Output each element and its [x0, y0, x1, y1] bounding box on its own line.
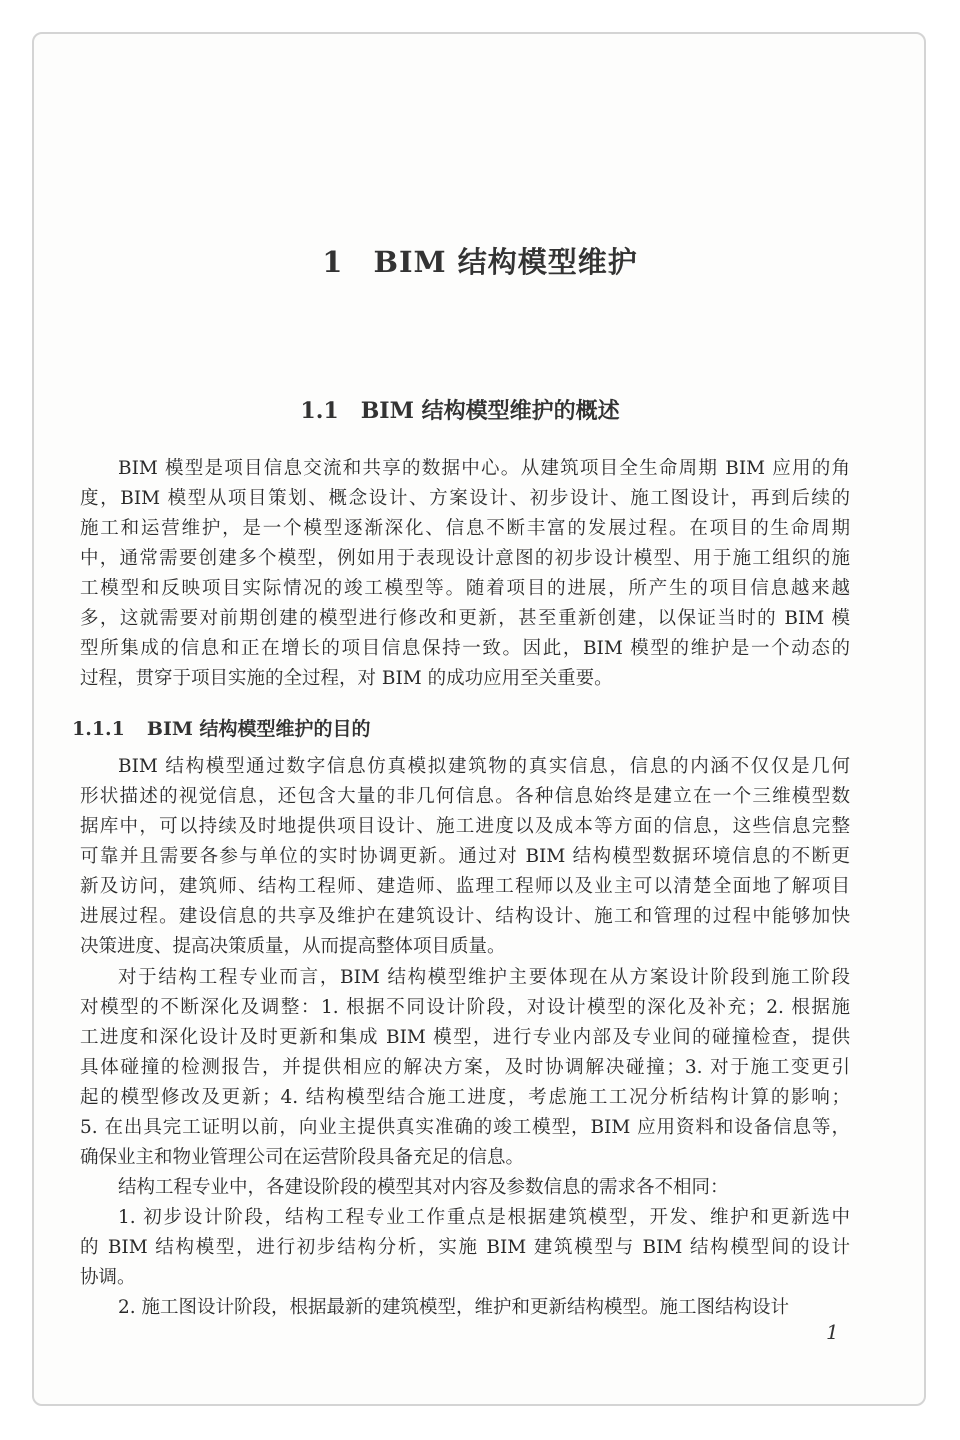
section-number: 1.1	[300, 398, 339, 424]
subsection-number: 1.1.1	[72, 718, 125, 740]
text-line: 结构工程专业中，各建设阶段的模型其对内容及参数信息的需求各不相同：	[118, 1177, 729, 1198]
text-line: 协调。	[80, 1267, 136, 1288]
text-line: 决策进度、提高决策质量，从而提高整体项目质量。	[80, 936, 506, 957]
paragraph-stage-2	[80, 1293, 850, 1323]
text-line: 据库中，可以持续及时地提供项目设计、施工进度以及成本等方面的信息，这些信息完整	[80, 816, 850, 837]
text-line: 对于结构工程专业而言，BIM 结构模型维护主要体现在从方案设计阶段到施工阶段	[118, 967, 850, 988]
chapter-number: 1	[322, 245, 344, 279]
paragraph-stage-1	[80, 1203, 850, 1293]
text-line: 中，通常需要创建多个模型，例如用于表现设计意图的初步设计模型、用于施工组织的施	[80, 548, 850, 569]
text-line: 起的模型修改及更新；4. 结构模型结合施工进度，考虑施工工况分析结构计算的影响；	[80, 1087, 850, 1108]
paragraph-overview	[80, 454, 850, 694]
text-line: 对模型的不断深化及调整：1. 根据不同设计阶段，对设计模型的深化及补充；2. 根据施	[80, 997, 850, 1018]
text-line: 的 BIM 结构模型，进行初步结构分析，实施 BIM 建筑模型与 BIM 结构模型间的设计	[80, 1237, 850, 1258]
text-line: 工模型和反映项目实际情况的竣工模型等。随着项目的进展，所产生的项目信息越来越	[80, 578, 850, 599]
page-number: 1	[826, 1320, 839, 1344]
text-line: 可靠并且需要各参与单位的实时协调更新。通过对 BIM 结构模型数据环境信息的不断更	[80, 846, 850, 867]
text-line: 进展过程。建设信息的共享及维护在建筑设计、结构设计、施工和管理的过程中能够加快	[80, 906, 850, 927]
text-line: BIM 结构模型通过数字信息仿真模拟建筑物的真实信息，信息的内涵不仅仅是几何	[118, 756, 850, 777]
text-line: 5. 在出具完工证明以前，向业主提供真实准确的竣工模型，BIM 应用资料和设备信息等，	[80, 1117, 850, 1138]
text-line: 多，这就需要对前期创建的模型进行修改和更新，甚至重新创建，以保证当时的 BIM 模	[80, 608, 850, 629]
text-line: 施工和运营维护，是一个模型逐渐深化、信息不断丰富的发展过程。在项目的生命周期	[80, 518, 850, 539]
section-title-text: BIM 结构模型维护的概述	[360, 398, 620, 424]
text-line: 度，BIM 模型从项目策划、概念设计、方案设计、初步设计、施工图设计，再到后续的	[80, 488, 850, 509]
text-line: 工进度和深化设计及时更新和集成 BIM 模型，进行专业内部及专业间的碰撞检查，提供	[80, 1027, 850, 1048]
text-line: 型所集成的信息和正在增长的项目信息保持一致。因此，BIM 模型的维护是一个动态的	[80, 638, 850, 659]
chapter-title	[0, 240, 960, 281]
text-line: 形状描述的视觉信息，还包含大量的非几何信息。各种信息始终是建立在一个三维模型数	[80, 786, 850, 807]
text-line: 确保业主和物业管理公司在运营阶段具备充足的信息。	[80, 1147, 525, 1168]
section-title	[0, 394, 920, 425]
text-line: 具体碰撞的检测报告，并提供相应的解决方案，及时协调解决碰撞；3. 对于施工变更引	[80, 1057, 850, 1078]
subsection-title	[72, 714, 371, 741]
text-line: 过程，贯穿于项目实施的全过程，对 BIM 的成功应用至关重要。	[80, 668, 613, 689]
text-line: 1. 初步设计阶段，结构工程专业工作重点是根据建筑模型，开发、维护和更新选中	[118, 1207, 850, 1228]
subsection-title-text: BIM 结构模型维护的目的	[146, 718, 371, 740]
text-line: BIM 模型是项目信息交流和共享的数据中心。从建筑项目全生命周期 BIM 应用的角	[118, 458, 850, 479]
paragraph-purpose	[80, 752, 850, 962]
text-line: 新及访问，建筑师、结构工程师、建造师、监理工程师以及业主可以清楚全面地了解项目	[80, 876, 850, 897]
text-line: 2. 施工图设计阶段，根据最新的建筑模型，维护和更新结构模型。施工图结构设计	[118, 1297, 790, 1318]
paragraph-maintenance-scope	[80, 963, 850, 1173]
paragraph-stage-intro	[80, 1173, 850, 1203]
chapter-title-text: BIM 结构模型维护	[373, 245, 638, 279]
